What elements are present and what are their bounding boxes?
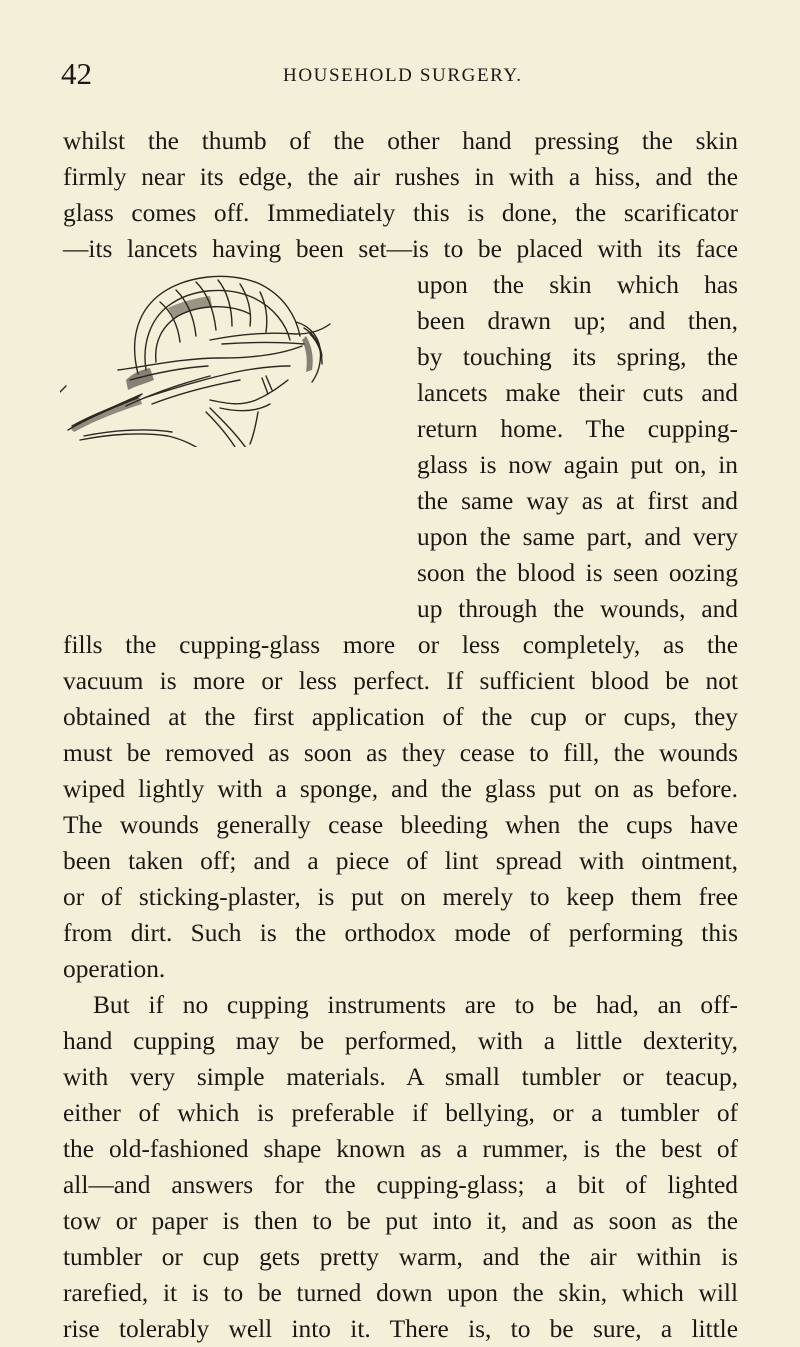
text-line: the old-fashioned shape known as a rummer, is the best of — [63, 1135, 738, 1163]
running-head: HOUSEHOLD SURGERY. — [283, 65, 523, 86]
text-line: either of which is preferable if bellying, or a tumbler of — [63, 1099, 738, 1127]
text-line: firmly near its edge, the air rushes in with a hiss, and the — [63, 163, 738, 191]
text-line: vacuum is more or less perfect. If sufficient blood be not — [63, 667, 738, 695]
text-line: the same way as at first and — [417, 487, 738, 515]
text-line: rise tolerably well into it. There is, to be sure, a little — [63, 1315, 738, 1343]
text-line: or of sticking-plaster, is put on merely to keep them free — [63, 883, 738, 911]
text-line: up through the wounds, and — [417, 595, 738, 623]
text-line: upon the skin which has — [417, 271, 738, 299]
scarificator-illustration — [60, 262, 405, 447]
text-line: must be removed as soon as they cease to fill, the wounds — [63, 739, 738, 767]
text-line: glass is now again put on, in — [417, 451, 738, 479]
text-line: upon the same part, and very — [417, 523, 738, 551]
text-line: fills the cupping-glass more or less completely, as the — [63, 631, 738, 659]
text-line: all—and answers for the cupping-glass; a bit of lighted — [63, 1171, 738, 1199]
page-number: 42 — [61, 56, 92, 91]
text-line: —its lancets having been set—is to be placed with its face — [63, 235, 738, 263]
text-line: hand cupping may be performed, with a little dexterity, — [63, 1027, 738, 1055]
text-line: by touching its spring, the — [417, 343, 738, 371]
text-line: from dirt. Such is the orthodox mode of performing this — [63, 919, 738, 947]
text-line: wiped lightly with a sponge, and the glass put on as before. — [63, 775, 738, 803]
text-line: The wounds generally cease bleeding when the cups have — [63, 811, 738, 839]
text-line: obtained at the first application of the cup or cups, they — [63, 703, 738, 731]
text-line: But if no cupping instruments are to be had, an off- — [93, 991, 738, 1019]
text-line: return home. The cupping- — [417, 415, 738, 443]
text-line: been drawn up; and then, — [417, 307, 738, 335]
text-line: with very simple materials. A small tumbler or teacup, — [63, 1063, 738, 1091]
text-line: tow or paper is then to be put into it, and as soon as the — [63, 1207, 738, 1235]
text-line: been taken off; and a piece of lint spread with ointment, — [63, 847, 738, 875]
text-line: soon the blood is seen oozing — [417, 559, 738, 587]
text-line: glass comes off. Immediately this is done, the scarificator — [63, 199, 738, 227]
text-line: whilst the thumb of the other hand pressing the skin — [63, 127, 738, 155]
text-line: operation. — [63, 955, 166, 983]
scarificator-icon — [60, 262, 405, 447]
text-line: lancets make their cuts and — [417, 379, 738, 407]
text-line: tumbler or cup gets pretty warm, and the air within is — [63, 1243, 738, 1271]
text-line: rarefied, it is to be turned down upon the skin, which will — [63, 1279, 738, 1307]
